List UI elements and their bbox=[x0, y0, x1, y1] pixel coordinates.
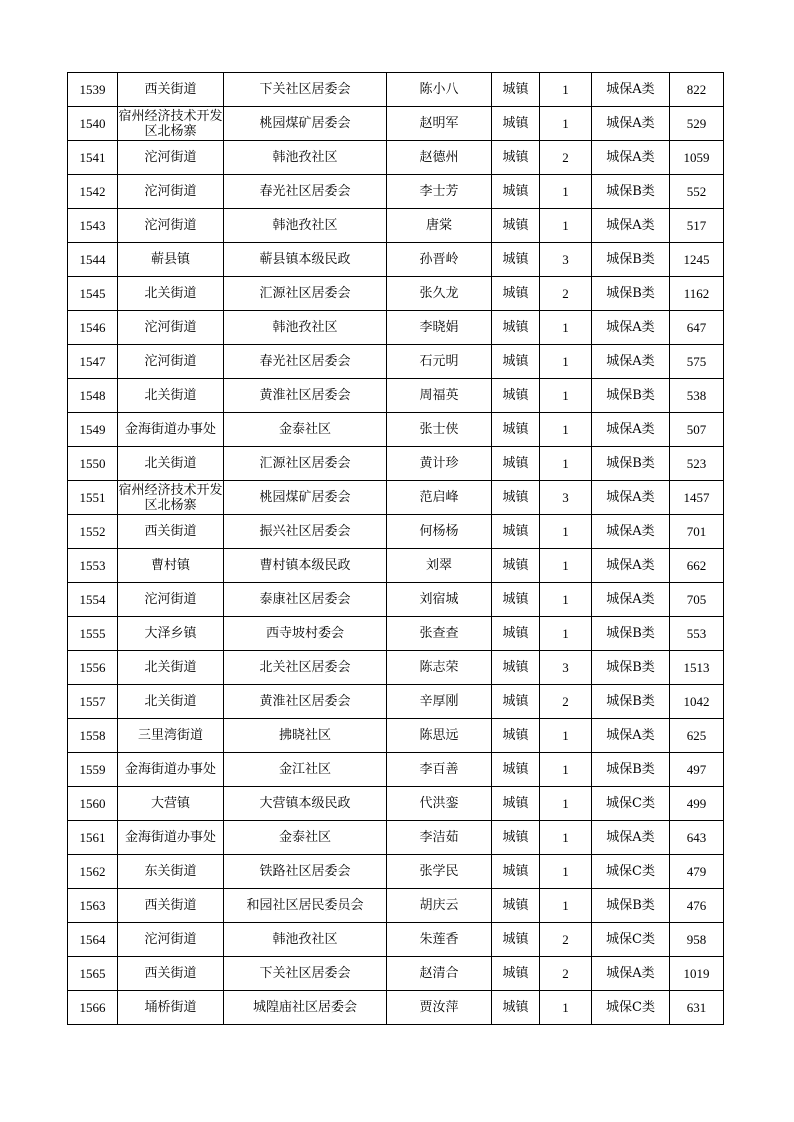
member-count-cell: 1 bbox=[540, 583, 592, 617]
name-cell: 李士芳 bbox=[387, 175, 492, 209]
category-cell: 城保A类 bbox=[592, 549, 670, 583]
table-row bbox=[68, 413, 724, 447]
row-number: 1564 bbox=[68, 923, 118, 957]
community-cell: 韩池孜社区 bbox=[224, 923, 387, 957]
community-cell: 汇源社区居委会 bbox=[224, 447, 387, 481]
category-cell: 城保A类 bbox=[592, 311, 670, 345]
category-cell: 城保B类 bbox=[592, 277, 670, 311]
table-row bbox=[68, 209, 724, 243]
member-count-cell: 2 bbox=[540, 923, 592, 957]
row-number: 1553 bbox=[68, 549, 118, 583]
community-cell: 桃园煤矿居委会 bbox=[224, 481, 387, 515]
community-cell: 桃园煤矿居委会 bbox=[224, 107, 387, 141]
community-cell: 振兴社区居委会 bbox=[224, 515, 387, 549]
amount-cell: 1019 bbox=[670, 957, 724, 991]
row-number: 1547 bbox=[68, 345, 118, 379]
community-cell: 曹村镇本级民政 bbox=[224, 549, 387, 583]
name-cell: 陈志荣 bbox=[387, 651, 492, 685]
area-type-cell: 城镇 bbox=[492, 243, 540, 277]
area-type-cell: 城镇 bbox=[492, 855, 540, 889]
name-cell: 赵清合 bbox=[387, 957, 492, 991]
community-cell: 韩池孜社区 bbox=[224, 311, 387, 345]
street-cell: 宿州经济技术开发区北杨寨 bbox=[118, 108, 223, 139]
street-cell: 北关街道 bbox=[118, 651, 224, 685]
row-number: 1543 bbox=[68, 209, 118, 243]
member-count-cell: 1 bbox=[540, 73, 592, 107]
row-number: 1558 bbox=[68, 719, 118, 753]
category-cell: 城保A类 bbox=[592, 413, 670, 447]
table-row bbox=[68, 991, 724, 1025]
name-cell: 赵德州 bbox=[387, 141, 492, 175]
amount-cell: 538 bbox=[670, 379, 724, 413]
amount-cell: 1059 bbox=[670, 141, 724, 175]
street-cell: 沱河街道 bbox=[118, 923, 224, 957]
amount-cell: 643 bbox=[670, 821, 724, 855]
row-number: 1566 bbox=[68, 991, 118, 1025]
row-number: 1544 bbox=[68, 243, 118, 277]
category-cell: 城保A类 bbox=[592, 345, 670, 379]
table-row bbox=[68, 957, 724, 991]
amount-cell: 553 bbox=[670, 617, 724, 651]
table-row bbox=[68, 923, 724, 957]
table-row bbox=[68, 617, 724, 651]
street-cell: 金海街道办事处 bbox=[118, 821, 224, 855]
row-number: 1562 bbox=[68, 855, 118, 889]
amount-cell: 701 bbox=[670, 515, 724, 549]
area-type-cell: 城镇 bbox=[492, 787, 540, 821]
member-count-cell: 3 bbox=[540, 243, 592, 277]
category-cell: 城保B类 bbox=[592, 753, 670, 787]
street-cell: 三里湾街道 bbox=[118, 719, 224, 753]
table-row bbox=[68, 243, 724, 277]
category-cell: 城保A类 bbox=[592, 957, 670, 991]
name-cell: 石元明 bbox=[387, 345, 492, 379]
row-number: 1561 bbox=[68, 821, 118, 855]
member-count-cell: 1 bbox=[540, 379, 592, 413]
area-type-cell: 城镇 bbox=[492, 345, 540, 379]
row-number: 1546 bbox=[68, 311, 118, 345]
row-number: 1556 bbox=[68, 651, 118, 685]
name-cell: 贾汝萍 bbox=[387, 991, 492, 1025]
category-cell: 城保B类 bbox=[592, 243, 670, 277]
category-cell: 城保B类 bbox=[592, 685, 670, 719]
community-cell: 城隍庙社区居委会 bbox=[224, 991, 387, 1025]
row-number: 1565 bbox=[68, 957, 118, 991]
row-number: 1552 bbox=[68, 515, 118, 549]
table-row bbox=[68, 277, 724, 311]
area-type-cell: 城镇 bbox=[492, 583, 540, 617]
area-type-cell: 城镇 bbox=[492, 277, 540, 311]
street-cell: 沱河街道 bbox=[118, 345, 224, 379]
table-row bbox=[68, 107, 724, 141]
community-cell: 泰康社区居委会 bbox=[224, 583, 387, 617]
community-cell: 蕲县镇本级民政 bbox=[224, 243, 387, 277]
member-count-cell: 1 bbox=[540, 617, 592, 651]
name-cell: 刘宿城 bbox=[387, 583, 492, 617]
name-cell: 辛厚刚 bbox=[387, 685, 492, 719]
member-count-cell: 1 bbox=[540, 889, 592, 923]
category-cell: 城保A类 bbox=[592, 481, 670, 515]
table-row bbox=[68, 175, 724, 209]
street-cell: 沱河街道 bbox=[118, 583, 224, 617]
member-count-cell: 1 bbox=[540, 515, 592, 549]
street-cell: 北关街道 bbox=[118, 447, 224, 481]
area-type-cell: 城镇 bbox=[492, 413, 540, 447]
amount-cell: 958 bbox=[670, 923, 724, 957]
name-cell: 张久龙 bbox=[387, 277, 492, 311]
area-type-cell: 城镇 bbox=[492, 685, 540, 719]
name-cell: 胡庆云 bbox=[387, 889, 492, 923]
member-count-cell: 1 bbox=[540, 107, 592, 141]
member-count-cell: 1 bbox=[540, 413, 592, 447]
row-number: 1545 bbox=[68, 277, 118, 311]
member-count-cell: 2 bbox=[540, 957, 592, 991]
table-row bbox=[68, 549, 724, 583]
community-cell: 金江社区 bbox=[224, 753, 387, 787]
table-row bbox=[68, 651, 724, 685]
community-cell: 春光社区居委会 bbox=[224, 345, 387, 379]
street-cell: 金海街道办事处 bbox=[118, 413, 224, 447]
category-cell: 城保B类 bbox=[592, 447, 670, 481]
amount-cell: 647 bbox=[670, 311, 724, 345]
street-cell: 东关街道 bbox=[118, 855, 224, 889]
category-cell: 城保C类 bbox=[592, 855, 670, 889]
amount-cell: 499 bbox=[670, 787, 724, 821]
street-cell: 沱河街道 bbox=[118, 209, 224, 243]
street-cell: 北关街道 bbox=[118, 379, 224, 413]
row-number: 1539 bbox=[68, 73, 118, 107]
area-type-cell: 城镇 bbox=[492, 957, 540, 991]
category-cell: 城保B类 bbox=[592, 651, 670, 685]
community-cell: 黄淮社区居委会 bbox=[224, 379, 387, 413]
table-row bbox=[68, 583, 724, 617]
row-number: 1563 bbox=[68, 889, 118, 923]
table-row bbox=[68, 73, 724, 107]
amount-cell: 631 bbox=[670, 991, 724, 1025]
name-cell: 陈小八 bbox=[387, 73, 492, 107]
name-cell: 朱莲香 bbox=[387, 923, 492, 957]
area-type-cell: 城镇 bbox=[492, 923, 540, 957]
amount-cell: 705 bbox=[670, 583, 724, 617]
area-type-cell: 城镇 bbox=[492, 889, 540, 923]
community-cell: 春光社区居委会 bbox=[224, 175, 387, 209]
row-number: 1542 bbox=[68, 175, 118, 209]
community-cell: 西寺坡村委会 bbox=[224, 617, 387, 651]
name-cell: 李晓娟 bbox=[387, 311, 492, 345]
name-cell: 张士侠 bbox=[387, 413, 492, 447]
name-cell: 李洁茹 bbox=[387, 821, 492, 855]
row-number: 1551 bbox=[68, 481, 118, 515]
row-number: 1549 bbox=[68, 413, 118, 447]
category-cell: 城保A类 bbox=[592, 107, 670, 141]
table-row bbox=[68, 515, 724, 549]
area-type-cell: 城镇 bbox=[492, 447, 540, 481]
row-number: 1560 bbox=[68, 787, 118, 821]
area-type-cell: 城镇 bbox=[492, 515, 540, 549]
amount-cell: 1245 bbox=[670, 243, 724, 277]
name-cell: 张查查 bbox=[387, 617, 492, 651]
community-cell: 北关社区居委会 bbox=[224, 651, 387, 685]
amount-cell: 1042 bbox=[670, 685, 724, 719]
row-number: 1554 bbox=[68, 583, 118, 617]
amount-cell: 529 bbox=[670, 107, 724, 141]
row-number: 1550 bbox=[68, 447, 118, 481]
street-cell: 埇桥街道 bbox=[118, 991, 224, 1025]
street-cell: 西关街道 bbox=[118, 889, 224, 923]
amount-cell: 507 bbox=[670, 413, 724, 447]
area-type-cell: 城镇 bbox=[492, 141, 540, 175]
street-cell: 北关街道 bbox=[118, 685, 224, 719]
row-number: 1559 bbox=[68, 753, 118, 787]
member-count-cell: 1 bbox=[540, 209, 592, 243]
area-type-cell: 城镇 bbox=[492, 821, 540, 855]
name-cell: 代洪銮 bbox=[387, 787, 492, 821]
category-cell: 城保A类 bbox=[592, 821, 670, 855]
community-cell: 和园社区居民委员会 bbox=[224, 889, 387, 923]
member-count-cell: 1 bbox=[540, 311, 592, 345]
member-count-cell: 1 bbox=[540, 855, 592, 889]
member-count-cell: 1 bbox=[540, 787, 592, 821]
category-cell: 城保A类 bbox=[592, 719, 670, 753]
amount-cell: 479 bbox=[670, 855, 724, 889]
name-cell: 李百善 bbox=[387, 753, 492, 787]
name-cell: 赵明军 bbox=[387, 107, 492, 141]
category-cell: 城保B类 bbox=[592, 889, 670, 923]
table-row bbox=[68, 447, 724, 481]
area-type-cell: 城镇 bbox=[492, 991, 540, 1025]
category-cell: 城保A类 bbox=[592, 141, 670, 175]
community-cell: 铁路社区居委会 bbox=[224, 855, 387, 889]
amount-cell: 625 bbox=[670, 719, 724, 753]
street-cell: 蕲县镇 bbox=[118, 243, 224, 277]
member-count-cell: 1 bbox=[540, 821, 592, 855]
amount-cell: 1162 bbox=[670, 277, 724, 311]
community-cell: 金泰社区 bbox=[224, 413, 387, 447]
member-count-cell: 3 bbox=[540, 651, 592, 685]
member-count-cell: 1 bbox=[540, 753, 592, 787]
area-type-cell: 城镇 bbox=[492, 107, 540, 141]
table-row bbox=[68, 855, 724, 889]
amount-cell: 662 bbox=[670, 549, 724, 583]
table-row bbox=[68, 379, 724, 413]
street-cell: 大泽乡镇 bbox=[118, 617, 224, 651]
amount-cell: 822 bbox=[670, 73, 724, 107]
member-count-cell: 1 bbox=[540, 719, 592, 753]
category-cell: 城保A类 bbox=[592, 515, 670, 549]
area-type-cell: 城镇 bbox=[492, 651, 540, 685]
street-cell: 金海街道办事处 bbox=[118, 753, 224, 787]
member-count-cell: 1 bbox=[540, 549, 592, 583]
name-cell: 陈思远 bbox=[387, 719, 492, 753]
table-row bbox=[68, 889, 724, 923]
name-cell: 周福英 bbox=[387, 379, 492, 413]
community-cell: 金泰社区 bbox=[224, 821, 387, 855]
table-row bbox=[68, 821, 724, 855]
name-cell: 张学民 bbox=[387, 855, 492, 889]
member-count-cell: 2 bbox=[540, 685, 592, 719]
community-cell: 大营镇本级民政 bbox=[224, 787, 387, 821]
street-cell: 北关街道 bbox=[118, 277, 224, 311]
amount-cell: 552 bbox=[670, 175, 724, 209]
street-cell: 宿州经济技术开发区北杨寨 bbox=[118, 482, 223, 513]
category-cell: 城保C类 bbox=[592, 787, 670, 821]
table-row bbox=[68, 481, 724, 515]
street-cell: 曹村镇 bbox=[118, 549, 224, 583]
street-cell: 西关街道 bbox=[118, 957, 224, 991]
category-cell: 城保A类 bbox=[592, 73, 670, 107]
street-cell: 西关街道 bbox=[118, 515, 224, 549]
amount-cell: 497 bbox=[670, 753, 724, 787]
member-count-cell: 1 bbox=[540, 345, 592, 379]
area-type-cell: 城镇 bbox=[492, 481, 540, 515]
member-count-cell: 1 bbox=[540, 175, 592, 209]
street-cell: 沱河街道 bbox=[118, 311, 224, 345]
name-cell: 黄计珍 bbox=[387, 447, 492, 481]
amount-cell: 523 bbox=[670, 447, 724, 481]
community-cell: 黄淮社区居委会 bbox=[224, 685, 387, 719]
row-number: 1555 bbox=[68, 617, 118, 651]
table-row bbox=[68, 719, 724, 753]
amount-cell: 1457 bbox=[670, 481, 724, 515]
area-type-cell: 城镇 bbox=[492, 617, 540, 651]
street-cell: 沱河街道 bbox=[118, 141, 224, 175]
area-type-cell: 城镇 bbox=[492, 311, 540, 345]
area-type-cell: 城镇 bbox=[492, 719, 540, 753]
records-table bbox=[67, 72, 724, 1025]
area-type-cell: 城镇 bbox=[492, 549, 540, 583]
category-cell: 城保C类 bbox=[592, 923, 670, 957]
area-type-cell: 城镇 bbox=[492, 209, 540, 243]
row-number: 1548 bbox=[68, 379, 118, 413]
category-cell: 城保A类 bbox=[592, 583, 670, 617]
street-cell: 沱河街道 bbox=[118, 175, 224, 209]
category-cell: 城保B类 bbox=[592, 379, 670, 413]
name-cell: 孙晋岭 bbox=[387, 243, 492, 277]
category-cell: 城保B类 bbox=[592, 175, 670, 209]
member-count-cell: 3 bbox=[540, 481, 592, 515]
community-cell: 韩池孜社区 bbox=[224, 209, 387, 243]
name-cell: 唐棠 bbox=[387, 209, 492, 243]
name-cell: 刘翠 bbox=[387, 549, 492, 583]
community-cell: 韩池孜社区 bbox=[224, 141, 387, 175]
community-cell: 汇源社区居委会 bbox=[224, 277, 387, 311]
category-cell: 城保A类 bbox=[592, 209, 670, 243]
category-cell: 城保B类 bbox=[592, 617, 670, 651]
community-cell: 下关社区居委会 bbox=[224, 73, 387, 107]
row-number: 1557 bbox=[68, 685, 118, 719]
row-number: 1540 bbox=[68, 107, 118, 141]
community-cell: 下关社区居委会 bbox=[224, 957, 387, 991]
table-row bbox=[68, 311, 724, 345]
category-cell: 城保C类 bbox=[592, 991, 670, 1025]
street-cell: 大营镇 bbox=[118, 787, 224, 821]
table-row bbox=[68, 345, 724, 379]
table-row bbox=[68, 753, 724, 787]
name-cell: 范启峰 bbox=[387, 481, 492, 515]
area-type-cell: 城镇 bbox=[492, 753, 540, 787]
amount-cell: 1513 bbox=[670, 651, 724, 685]
community-cell: 拂晓社区 bbox=[224, 719, 387, 753]
member-count-cell: 2 bbox=[540, 277, 592, 311]
member-count-cell: 2 bbox=[540, 141, 592, 175]
row-number: 1541 bbox=[68, 141, 118, 175]
amount-cell: 517 bbox=[670, 209, 724, 243]
street-cell: 西关街道 bbox=[118, 73, 224, 107]
table-row bbox=[68, 787, 724, 821]
name-cell: 何杨杨 bbox=[387, 515, 492, 549]
amount-cell: 575 bbox=[670, 345, 724, 379]
area-type-cell: 城镇 bbox=[492, 175, 540, 209]
amount-cell: 476 bbox=[670, 889, 724, 923]
table-row bbox=[68, 141, 724, 175]
member-count-cell: 1 bbox=[540, 447, 592, 481]
table-row bbox=[68, 685, 724, 719]
member-count-cell: 1 bbox=[540, 991, 592, 1025]
area-type-cell: 城镇 bbox=[492, 73, 540, 107]
area-type-cell: 城镇 bbox=[492, 379, 540, 413]
